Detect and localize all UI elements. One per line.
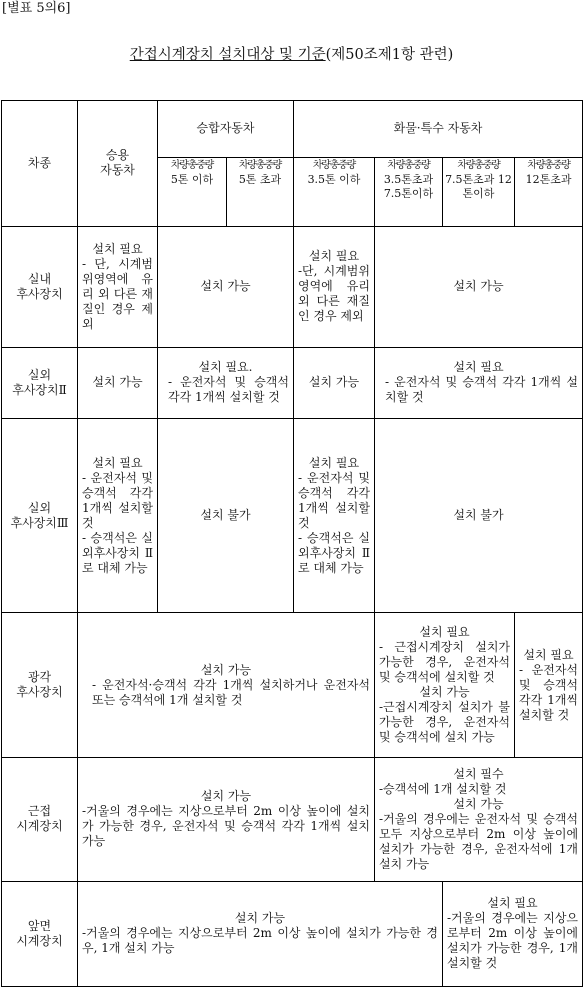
header-truck-sub-3: 차량총중량 7.5톤초과 12톤이하 xyxy=(443,157,515,226)
table-row xyxy=(2,881,583,986)
cell-r5-left: 설치 가능 -거울의 경우에는 지상으로부터 2m 이상 높이에 설치가 가능한 경우, 운전자석 및 승객석 각각 1개씩 설치 가능 xyxy=(78,758,375,882)
row-label-interior-mirror: 실내 후사장치 xyxy=(2,226,78,348)
cell-r4-left: 설치 가능 - 운전자석·승객석 각각 1개씩 설치하거나 운전자석 또는 승객석에 1개 설치할 것 xyxy=(78,613,375,758)
table-row xyxy=(2,613,583,758)
cell-r3-van: 설치 불가 xyxy=(158,418,294,612)
cell-r1-truck-1: 설치 필요 -단, 시계범위 영역에 유리 외 다른 재질인 경우 제외 xyxy=(294,226,375,348)
header-van: 승합자동차 xyxy=(158,101,294,158)
cell-r6-right: 설치 필요 -거울의 경우에는 지상으로부터 2m 이상 높이에 설치가 가능한 경우, 1개 설치할 것 xyxy=(443,881,583,986)
annex-label: [별표 5의6] xyxy=(2,1,71,16)
cell-r1-car: 설치 필요 - 단, 시계범위영역에 유리 외 다른 재질인 경우 제외 xyxy=(78,226,158,348)
page-title xyxy=(0,46,583,64)
standards-table xyxy=(1,100,583,987)
cell-r5-right: 설치 필수 -승객석에 1개 설치할 것 설치 가능 -거울의 경우에는 운전자석 및 승객석 모두 지상으로부터 2m 이상 높이에 설치가 가능한 경우, 운전자석에 1개 설치 가능 xyxy=(375,758,583,882)
row-label-exterior-mirror-2: 실외 후사장치Ⅱ xyxy=(2,348,78,419)
header-vehicle-type: 차종 xyxy=(2,101,78,227)
header-truck-sub-2: 차량총중량 3.5톤초과 7.5톤이하 xyxy=(375,157,443,226)
title-ref: (제50조제1항 관련) xyxy=(325,47,454,63)
cell-r3-car: 설치 필요 - 운전자석 및 승객석 각각 1개씩 설치할 것 - 승객석은 실외후사장치Ⅱ로 대체 가능 xyxy=(78,418,158,612)
cell-r2-truck-1: 설치 가능 xyxy=(294,348,375,419)
cell-r1-van: 설치 가능 xyxy=(158,226,294,348)
cell-r3-truck-2: 설치 불가 xyxy=(375,418,583,612)
table-row xyxy=(2,348,583,419)
table-row xyxy=(2,418,583,612)
header-van-sub-2: 차량총중량 5톤 초과 xyxy=(227,157,294,226)
header-truck-sub-1: 차량총중량 3.5톤 이하 xyxy=(294,157,375,226)
header-truck: 화물·특수 자동차 xyxy=(294,101,583,158)
row-label-close-proximity-view: 근접 시계장치 xyxy=(2,758,78,882)
row-label-wide-angle-mirror: 광각 후사장치 xyxy=(2,613,78,758)
table-row xyxy=(2,226,583,348)
cell-r6-left: 설치 가능 -거울의 경우에는 지상으로부터 2m 이상 높이에 설치가 가능한 경우, 1개 설치 가능 xyxy=(78,881,443,986)
header-passenger-car: 승용 자동차 xyxy=(78,101,158,227)
table-row xyxy=(2,758,583,882)
cell-r2-van: 설치 필요. - 운전자석 및 승객석 각각 1개씩 설치할 것 xyxy=(158,348,294,419)
cell-r1-truck-2: 설치 가능 xyxy=(375,226,583,348)
cell-r3-truck-1: 설치 필요 - 운전자석 및 승객석 각각 1개씩 설치할 것 - 승객석은 실외후사장치Ⅱ로 대체 가능 xyxy=(294,418,375,612)
row-label-front-view: 앞면 시계장치 xyxy=(2,881,78,986)
cell-r2-car: 설치 가능 xyxy=(78,348,158,419)
cell-r4-right: 설치 필요 - 운전자석 및 승객석 각각 1개씩 설치할 것 xyxy=(515,613,583,758)
header-truck-sub-4: 차량총중량 12톤초과 xyxy=(515,157,583,226)
title-main: 간접시계장치 설치대상 및 기준 xyxy=(129,47,326,63)
cell-r4-mid: 설치 필요 - 근접시계장치 설치가 가능한 경우, 운전자석 및 승객석에 설치할 것 설치 가능 -근접시계장치 설치가 불가능한 경우, 운전자석 및 승객석에 설치 가능 xyxy=(375,613,515,758)
row-label-exterior-mirror-3: 실외 후사장치Ⅲ xyxy=(2,418,78,612)
header-van-sub-1: 차량총중량 5톤 이하 xyxy=(158,157,227,226)
cell-r2-truck-2: 설치 필요 - 운전자석 및 승객석 각각 1개씩 설치할 것 xyxy=(375,348,583,419)
